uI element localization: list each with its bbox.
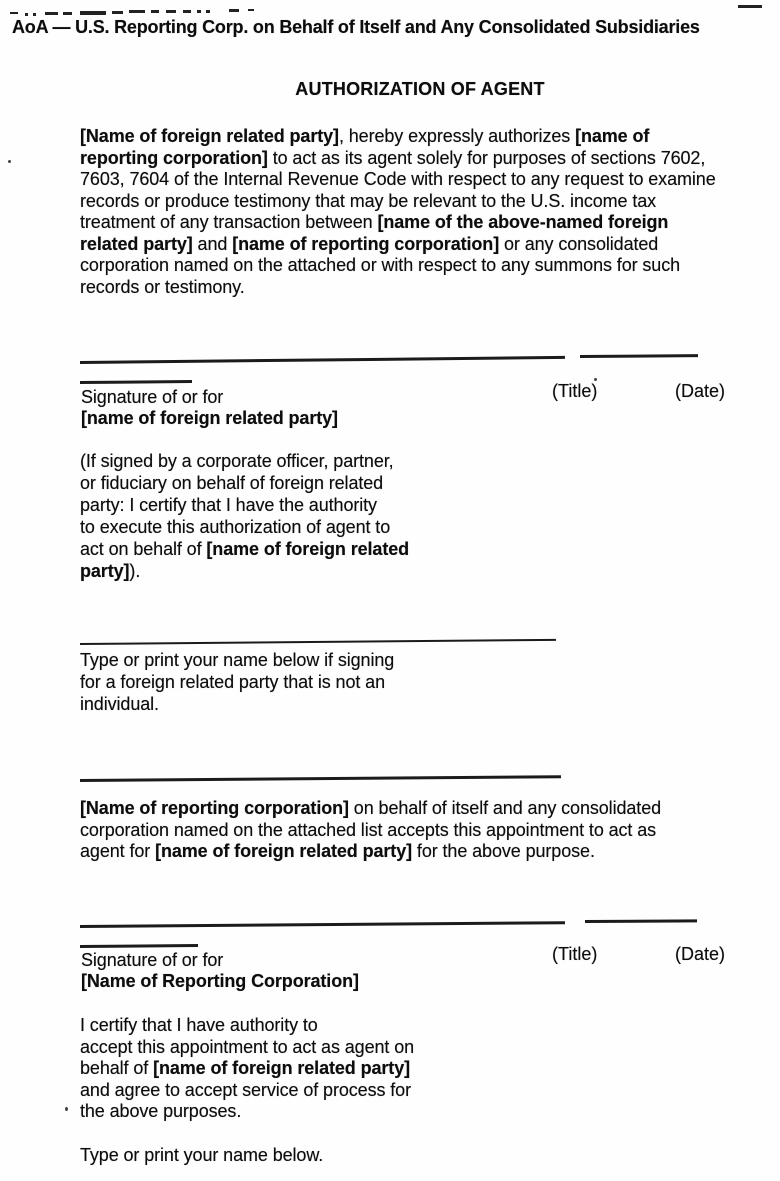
signature-line-reporting [80, 921, 565, 927]
paragraph-acceptance: [Name of reporting corporation] on behalf of itself and any consolidated corporation named on the attached list accepts this appointment to act as agent for [name of foreign related party] for the above purpose. [80, 798, 662, 861]
paragraph-type-print-foreign: Type or print your name below if signing for a foreign related party that is not an individual. [80, 650, 395, 714]
paragraph-type-print-final: Type or print your name below. [80, 1145, 324, 1165]
signature-caption-line1: Signature of or for [81, 387, 224, 407]
document-title: AUTHORIZATION OF AGENT [295, 79, 545, 99]
title-label-reporting: (Title) [552, 944, 598, 964]
date-line-foreign [580, 354, 698, 357]
signature-caption-reporting [81, 950, 359, 992]
paragraph-officer-certification: (If signed by a corporate officer, partner, or fiduciary on behalf of foreign related party: I certify that I have the authority to execute this authorization of agent to act on behalf of [name of foreign related party]). [80, 451, 410, 581]
paragraph-certify-accept: I certify that I have authority to accept this appointment to act as agent on behalf of [name of foreign related party] and agree to accept service of process for the above purposes. [80, 1015, 415, 1121]
signature-line-foreign [80, 356, 565, 364]
date-label-reporting: (Date) [675, 944, 726, 964]
acceptance-divider-line [80, 775, 561, 781]
form-header-title: AoA — U.S. Reporting Corp. on Behalf of Itself and Any Consolidated Subsidiaries [12, 17, 700, 37]
signature-label-overline-foreign [80, 380, 192, 383]
signature-caption-foreign [81, 387, 338, 429]
typed-name-line-foreign [80, 639, 556, 645]
signature-caption-line1: Signature of or for [81, 950, 224, 970]
signature-label-overline-reporting [80, 944, 198, 948]
date-line-reporting [585, 919, 697, 922]
date-label-foreign: (Date) [675, 381, 726, 401]
signature-caption-line2: [name of foreign related party] [81, 408, 338, 428]
paragraph-authorization: [Name of foreign related party], hereby expressly authorizes [name of reporting corporation] to act as its agent solely for purposes of sections 7602, 7603, 7604 of the Internal Revenue Code with respect to any request to examine records or produce testimony that may be relevant to the U.S. income tax treatment of any transaction between [name of the above-named foreign related party] and [name of reporting corporation] or any consolidated corporation named on the attached or with respect to any summons for such records or testimony. [80, 126, 716, 297]
title-label-foreign: (Title) [552, 381, 598, 401]
signature-caption-line2: [Name of Reporting Corporation] [81, 971, 359, 991]
